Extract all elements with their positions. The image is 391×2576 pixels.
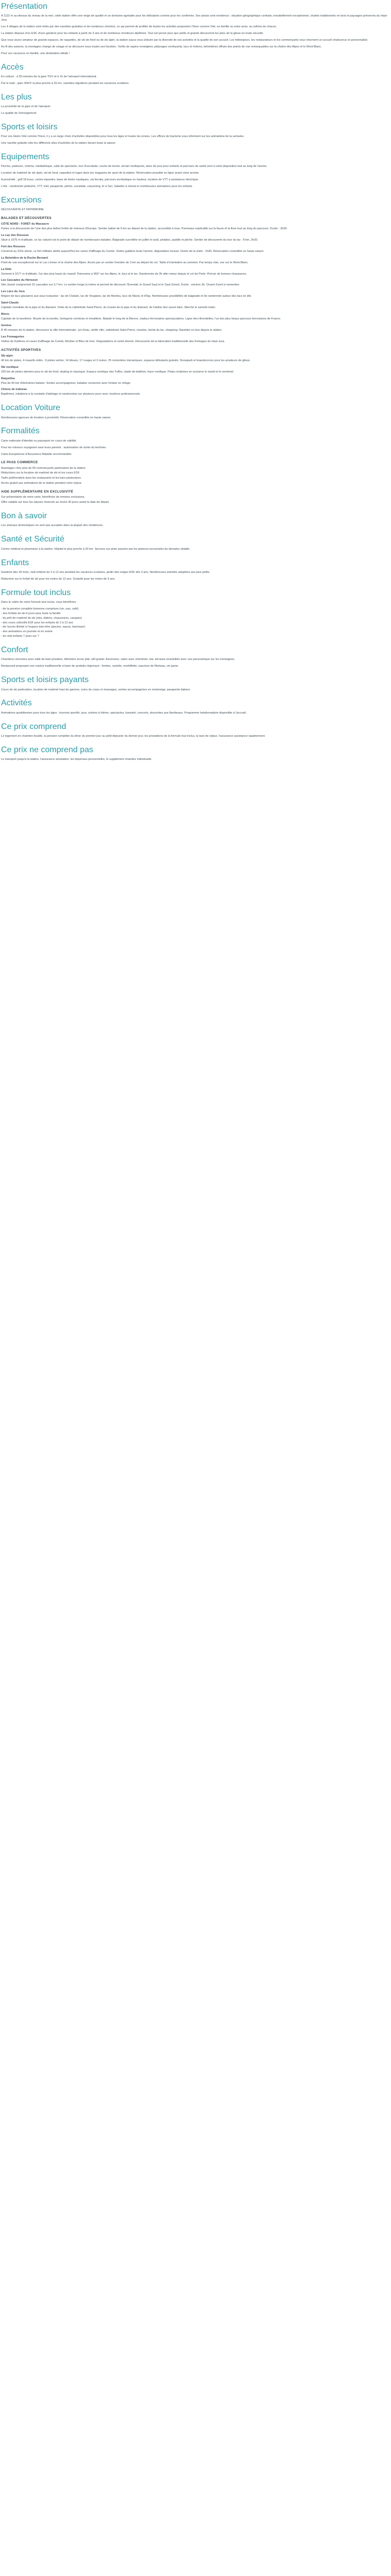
sub-line: Accès gratuit aux animations de la station pendant votre séjour. [1, 482, 83, 485]
section-paragraph: Carte nationale d'identité ou passeport en cours de validité. [1, 439, 77, 443]
section-paragraph: Restaurant proposant une cuisine traditionnelle à base de produits régionaux : fondue, raclette, morbiflette, saucisse de Morteau, vin jaune. [1, 665, 179, 668]
section-title: Les plus [1, 92, 32, 101]
detail-item-title: Ski nordique [1, 365, 19, 369]
sub-line: Tarifs préférentiels dans les restaurants et les bars partenaires. [1, 477, 82, 480]
section-title: Bon à savoir [1, 512, 47, 521]
section-title: Ce prix ne comprend pas [1, 745, 93, 754]
section-paragraph: Animations quotidiennes pour tous les âges : tournois sportifs, jeux, soirées à thème, spectacles, karaoké, concerts, descentes aux flambeaux. Programme hebdomadaire disponible à l'accueil. [1, 711, 247, 715]
section-paragraph: En voiture : à 30 minutes de la gare TGV et à 1h de l'aéroport international. [1, 75, 97, 78]
list-item: - de la pension complète boissons comprises (vin, eau, café) [1, 607, 390, 612]
detail-item-text: Région de lacs glaciaires aux eaux turquoise : lac de Chalain, lac de Vouglans, lac de Bonlieu, lacs de Maclu et d'Ilay. Nombreuses possibilités de baignade et de randonnée autour des lacs en été. [1, 295, 252, 298]
section-paragraph: Au fil des saisons, la montagne change de visage et se découvre sous toutes ses facettes : forêts de sapins enneigées, pâturages verdoyants, lacs et rivières, belvédères offrant des points de vue remarquables sur la chaîne des Alpes et le Mont-Blanc. [1, 45, 322, 48]
detail-item-title: La Dôle [1, 267, 12, 271]
list-item: - des animations en journée et en soirée [1, 630, 390, 634]
list-item: - du club enfants 7 jours sur 7 [1, 635, 390, 639]
detail-item-text: Partez à la découverte de l'une des plus belles forêts de résineux d'Europe. Sentier balisé de 6 km au départ de la station, accessible à tous. Panneaux explicatifs sur la faune et la flore tout au long du parcours. Durée : 2h30. [1, 227, 288, 231]
detail-item-text: Capitale de la lunetterie. Musée de la lunette, horlogerie comtoise et émaillerie. Balade le long de la Bienne, viaducs ferroviaires spectaculaires. Ligne des Hirondelles, l'un des plus beaux parcours ferroviaires de France. [1, 317, 281, 321]
section-paragraph: A proximité : golf 18 trous, centre équestre, base de loisirs nautiques, via ferrata, parcours acrobatique en hauteur, location de VTT à assistance électrique. [1, 178, 199, 181]
detail-item-title: Fort des Rousses [1, 245, 25, 248]
section-paragraph: Les animaux domestiques ne sont pas acceptés dans la plupart des résidences. [1, 524, 104, 528]
section-title: Sports et loisirs payants [1, 675, 89, 685]
section-title: Excursions [1, 195, 42, 205]
detail-item-title: Les Fromageries [1, 335, 24, 338]
section-paragraph: L'été : randonnée pédestre, VTT, trail, parapente, pêche, escalade, canyoning, tir à l'arc, balades à cheval et nombreuses animations pour les enfants. [1, 184, 193, 188]
detail-item-title: Les Cascades du Hérisson [1, 279, 38, 282]
section-paragraph: Chambres rénovées avec salle de bain privative, télévision écran plat, wifi gratuit. Ascenseur, salon avec cheminée, bar, terrasse ensoleillée avec vue panoramique sur les montagnes. [1, 658, 235, 662]
section-paragraph: La proximité de la gare et de l'aéroport [1, 105, 51, 108]
section-title: Ce prix comprend [1, 722, 67, 731]
section-title: Enfants [1, 558, 29, 567]
list-item: - des cours collectifs ESF pour les enfants de 3 à 12 ans [1, 621, 390, 625]
sub-line: Sur présentation de votre carte, bénéficiez de remises exclusives. [1, 496, 85, 499]
section-paragraph: Centre médical et pharmacie à la station. Hôpital le plus proche à 20 km. Secours sur piste assurés par les pisteurs-secouristes du domaine skiable. [1, 547, 190, 551]
section-paragraph: Réduction sur le forfait de ski pour les moins de 12 ans. Gratuité pour les moins de 5 ans. [1, 577, 116, 581]
section-title: Formalités [1, 427, 40, 436]
section-title: Location Voiture [1, 403, 60, 413]
detail-item-text: Site classé comprenant 31 cascades sur 3,7 km. Le sentier longe la rivière et permet de découvrir l'Eventail, le Grand Saut et le Saut Girard. Durée : environ 3h. Ouvert d'avril à novembre. [1, 283, 240, 287]
sub-line: Offre valable sur tous les séjours réservés au moins 30 jours avant la date de départ. [1, 501, 110, 504]
detail-item-text: Baptêmes, initiations à la conduite d'attelage et randonnées sur plusieurs jours avec mushers professionnels. [1, 393, 141, 396]
section-paragraph: A 1122 m au-dessus du niveau de la mer, cette station offre une neige de qualité et un domaine agréable pour les débutants comme pour les confirmés. Ses atouts sont nombreux : situation géographique centrale, ensoleillement exceptionnel, chalets traditionnels en bois et paysages préservés du Haut-Jura. [1, 14, 388, 22]
detail-item-title: Les Lacs du Jura [1, 290, 25, 294]
list-item: - de l'accès illimité à l'espace bien-être (piscine, sauna, hammam) [1, 625, 390, 630]
section-paragraph: Cours de ski particuliers, location de matériel haut de gamme, soins du corps et massages, sorties accompagnées en motoneige, parapente biplace. [1, 688, 191, 691]
detail-item-title: Genève [1, 324, 12, 327]
section-title: Accès [1, 62, 24, 72]
section-title: Formule tout inclus [1, 588, 71, 597]
detail-item-title: Chiens de traîneau [1, 388, 27, 392]
detail-item-text: Sommet à 1677 m d'altitude, l'un des plus hauts du massif. Panorama à 360° sur les Alpes, le Jura et le lac. Randonnée de 3h aller-retour depuis le col de Porte. Prévoir de bonnes chaussures. [1, 272, 247, 276]
section-paragraph: DÉCOUVERTE ET PATRIMOINE [1, 208, 44, 212]
detail-heading: ACTIVITÉS SPORTIVES [1, 348, 41, 352]
detail-item-text: Construit au XIXe siècle, ce fort militaire abrite aujourd'hui les caves d'affinage du Comté. Visites guidées toute l'année, dégustation incluse. Durée de la visite : 1h30. Réservation conseillée en haute saison. [1, 249, 265, 253]
section-title: Confort [1, 646, 28, 655]
section-title: Equipements [1, 152, 50, 161]
sub-heading: LE PASS COMMERCE [1, 461, 38, 465]
detail-item-text: Plus de 60 km d'itinéraires balisés. Sorties accompagnées, balades nocturnes avec fondue en refuge. [1, 381, 132, 385]
section-paragraph: Carte Européenne d'Assurance Maladie recommandée. [1, 452, 72, 456]
section-title: Présentation [1, 2, 47, 11]
section-paragraph: Pour vos loisirs l'été comme l'hiver, il y a un large choix d'activités disponibles pour tous les âges et toutes les envies. Les offices de tourisme vous informent sur les animations de la semaine. [1, 135, 245, 139]
section-paragraph: Nombreuses agences de location à proximité. Réservation conseillée en haute saison. [1, 416, 111, 419]
section-paragraph: Pour vos vacances en famille, une destination idéale ! [1, 52, 70, 55]
detail-item-title: Morez [1, 313, 10, 316]
section-paragraph: Le logement en chambre double, la pension complète du dîner du premier jour au petit-déjeuner du dernier jour, les prestations de la formule tout inclus, la taxe de séjour, l'assurance assistance rapatriement. [1, 734, 266, 738]
section-paragraph: Les 4 villages de la station sont reliés par des navettes gratuites et de nombreux chemins, ce qui permet de profiter de toutes les activités proposées l'hiver comme l'été, en famille ou entre amis, au rythme de chacun. [1, 25, 277, 29]
detail-item-text: Point de vue exceptionnel sur le Lac Léman et la chaîne des Alpes. Accès par un sentier forestier de 3 km au départ du col. Table d'orientation au sommet. Par temps clair, vue sur le Mont-Blanc. [1, 261, 249, 264]
section-paragraph: Location de matériel de ski alpin, ski de fond, raquettes et luges dans les magasins de sport de la station. Réservation possible en ligne avant votre arrivée. [1, 172, 200, 175]
detail-item-title: Saint-Claude [1, 301, 19, 305]
section-paragraph: Piscine, patinoire, cinéma, médiathèque, salle de spectacle, mur d'escalade, courts de tennis, terrain multisports, aires de jeux pour enfants et parcours de santé sont à votre disposition tout au long de l'année. [1, 165, 268, 168]
section-paragraph: La qualité de l'enneigement [1, 111, 37, 115]
detail-item-title: Le Belvédère de la Roche Bernard [1, 256, 48, 260]
detail-item-title: Raquettes [1, 377, 15, 380]
list-item: - des forfaits de ski 6 jours pour toute la famille [1, 612, 390, 616]
section-paragraph: Pour les mineurs voyageant sans leurs parents : autorisation de sortie du territoire. [1, 446, 107, 449]
section-paragraph: Par le train : gare SNCF la plus proche à 25 km, navettes régulières pendant les vacances scolaires. [1, 81, 129, 85]
sub-heading: AIDE SUPPLÉMENTAIRE EN EXCLUSIVITÉ [1, 490, 74, 494]
detail-item-text: Capitale mondiale de la pipe et du diamant. Visite de la cathédrale Saint-Pierre, du musée de la pipe et du diamant, de l'atelier des savoir-faire. Marché le samedi matin. [1, 306, 216, 310]
detail-item-title: CÔTÉ NORD - FORÊT du Massacre [1, 223, 49, 226]
section-paragraph: Le transport jusqu'à la station, l'assurance annulation, les dépenses personnelles, le supplément chambre individuelle. [1, 757, 152, 761]
detail-item-title: Ski alpin [1, 354, 13, 358]
detail-item-title: Le Lac des Rousses [1, 233, 29, 237]
section-paragraph: Garderie dès 18 mois, club enfants de 3 à 12 ans pendant les vacances scolaires, jardin des neiges ESF dès 3 ans. Nombreuses activités adaptées aux plus petits. [1, 570, 210, 574]
section-paragraph: Dans le cadre de notre formule tout inclus, vous bénéficiez : [1, 600, 78, 604]
detail-heading: BALADES ET DÉCOUVERTES [1, 216, 52, 220]
section-title: Santé et Sécurité [1, 535, 64, 544]
detail-item-text: À 45 minutes de la station, découvrez la ville internationale : jet d'eau, vieille ville, cathédrale Saint-Pierre, musées, bords du lac, shopping. Navettes en bus depuis la station. [1, 328, 222, 332]
detail-item-text: 220 km de pistes damées pour le ski de fond, skating et classique. Espace nordique des Tuffes, stade de biathlon, foyer nordique. Pistes éclairées en nocturne le mardi et le vendredi. [1, 370, 234, 374]
sub-line: Réductions sur la location de matériel de ski et les cours ESF. [1, 471, 80, 475]
list-item: - du prêt de matériel de ski (skis, bâtons, chaussures, casques) [1, 617, 390, 621]
section-paragraph: Une navette gratuite relie les différents sites d'activités de la station durant toute la saison. [1, 142, 116, 145]
detail-item-text: 40 km de pistes, 4 massifs reliés : 6 pistes vertes, 14 bleues, 17 rouges et 3 noires. 25 remontées mécaniques, espaces débutants gratuits. Snowpark et boardercross pour les amateurs de glisse. [1, 359, 251, 362]
section-paragraph: La station dispose d'un ESF, d'une garderie pour les enfants à partir de 3 ans et de nombreux moniteurs diplômés. Tout est pensé pour que petits et grands découvrent les joies de la glisse en toute sécurité. [1, 32, 264, 35]
section-title: Activités [1, 699, 32, 708]
article-content [1, 2, 390, 762]
detail-item-text: Situé à 1075 m d'altitude, ce lac naturel est le point de départ de nombreuses balades. Baignade surveillée en juillet et août, pédalos, paddle et pêche. Sentier de découverte du tour du lac : 8 km, 2h30. [1, 238, 258, 242]
sub-line: Avantages chez plus de 60 commerçants partenaires de la station. [1, 466, 87, 470]
section-title: Sports et loisirs [1, 122, 58, 131]
detail-item-text: Visites de fruitières et caves d'affinage de Comté, Morbier et Bleu de Gex. Dégustations et vente directe. Découverte de la fabrication traditionnelle des fromages du Haut-Jura. [1, 340, 225, 343]
section-paragraph: Que vous soyez amateur de grands espaces, de raquettes, de ski de fond ou de ski alpin, la station saura vous séduire par la diversité de ses activités et la qualité de son accueil. Les hébergeurs, les restaurateurs et les commerçants vous réservent un accueil chaleureux et personnalisé. [1, 38, 368, 42]
